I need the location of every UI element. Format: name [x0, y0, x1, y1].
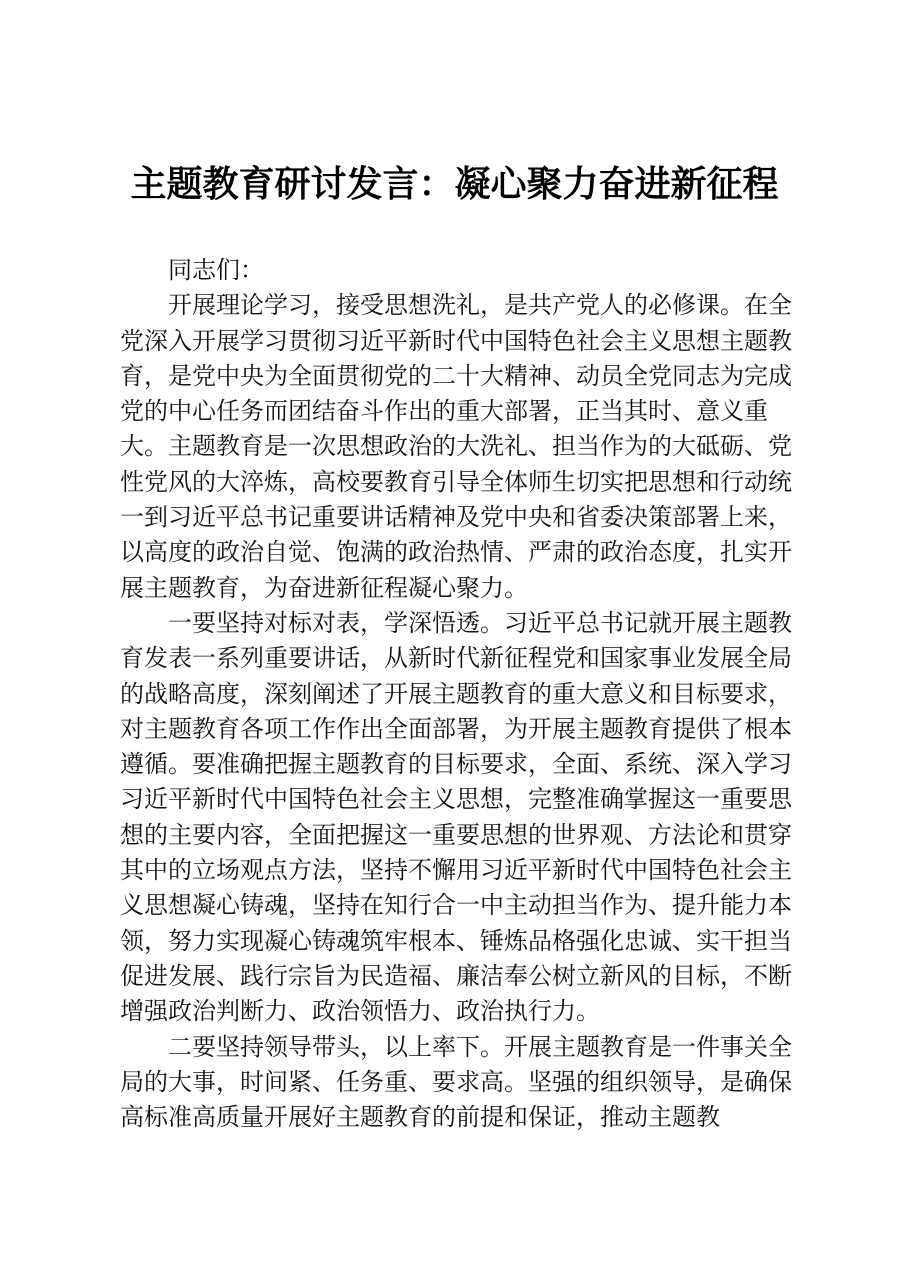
paragraph-3: 二要坚持领导带头，以上率下。开展主题教育是一件事关全局的大事，时间紧、任务重、要求高。坚强的组织领导，是确保高标准高质量开展好主题教育的前提和保证，推动主题教 — [120, 1032, 792, 1132]
salutation: 同志们： — [168, 256, 264, 284]
document-title: 主题教育研讨发言：凝心聚力奋进新征程 — [130, 163, 779, 205]
paragraph-2: 一要坚持对标对表，学深悟透。习近平总书记就开展主题教育发表一系列重要讲话，从新时代新征程党和国家事业发展全局的战略高度，深刻阐述了开展主题教育的重大意义和目标要求，对主题教育各项工作作出全面部署，为开展主题教育提供了根本遵循。要准确把握主题教育的目标要求，全面、系统、深入学习习近平新时代中国特色社会主义思想，完整准确掌握这一重要思想的主要内容，全面把握这一重要思想的世界观、方法论和贯穿其中的立场观点方法，坚持不懈用习近平新时代中国特色社会主义思想凝心铸魂，坚持在知行合一中主动担当作为、提升能力本领，努力实现凝心铸魂筑牢根本、锤炼品格强化忠诚、实干担当促进发展、践行宗旨为民造福、廉洁奉公树立新风的目标，不断增强政治判断力、政治领悟力、政治执行力。 — [120, 608, 792, 1026]
paragraph-1: 开展理论学习，接受思想洗礼，是共产党人的必修课。在全党深入开展学习贯彻习近平新时代中国特色社会主义思想主题教育，是党中央为全面贯彻党的二十大精神、动员全党同志为完成党的中心任务而团结奋斗作出的重大部署，正当其时、意义重大。主题教育是一次思想政治的大洗礼、担当作为的大砥砺、党性党风的大淬炼，高校要教育引导全体师生切实把思想和行动统一到习近平总书记重要讲话精神及党中央和省委决策部署上来，以高度的政治自觉、饱满的政治热情、严肃的政治态度，扎实开展主题教育，为奋进新征程凝心聚力。 — [120, 291, 792, 602]
document-body — [120, 253, 800, 1135]
